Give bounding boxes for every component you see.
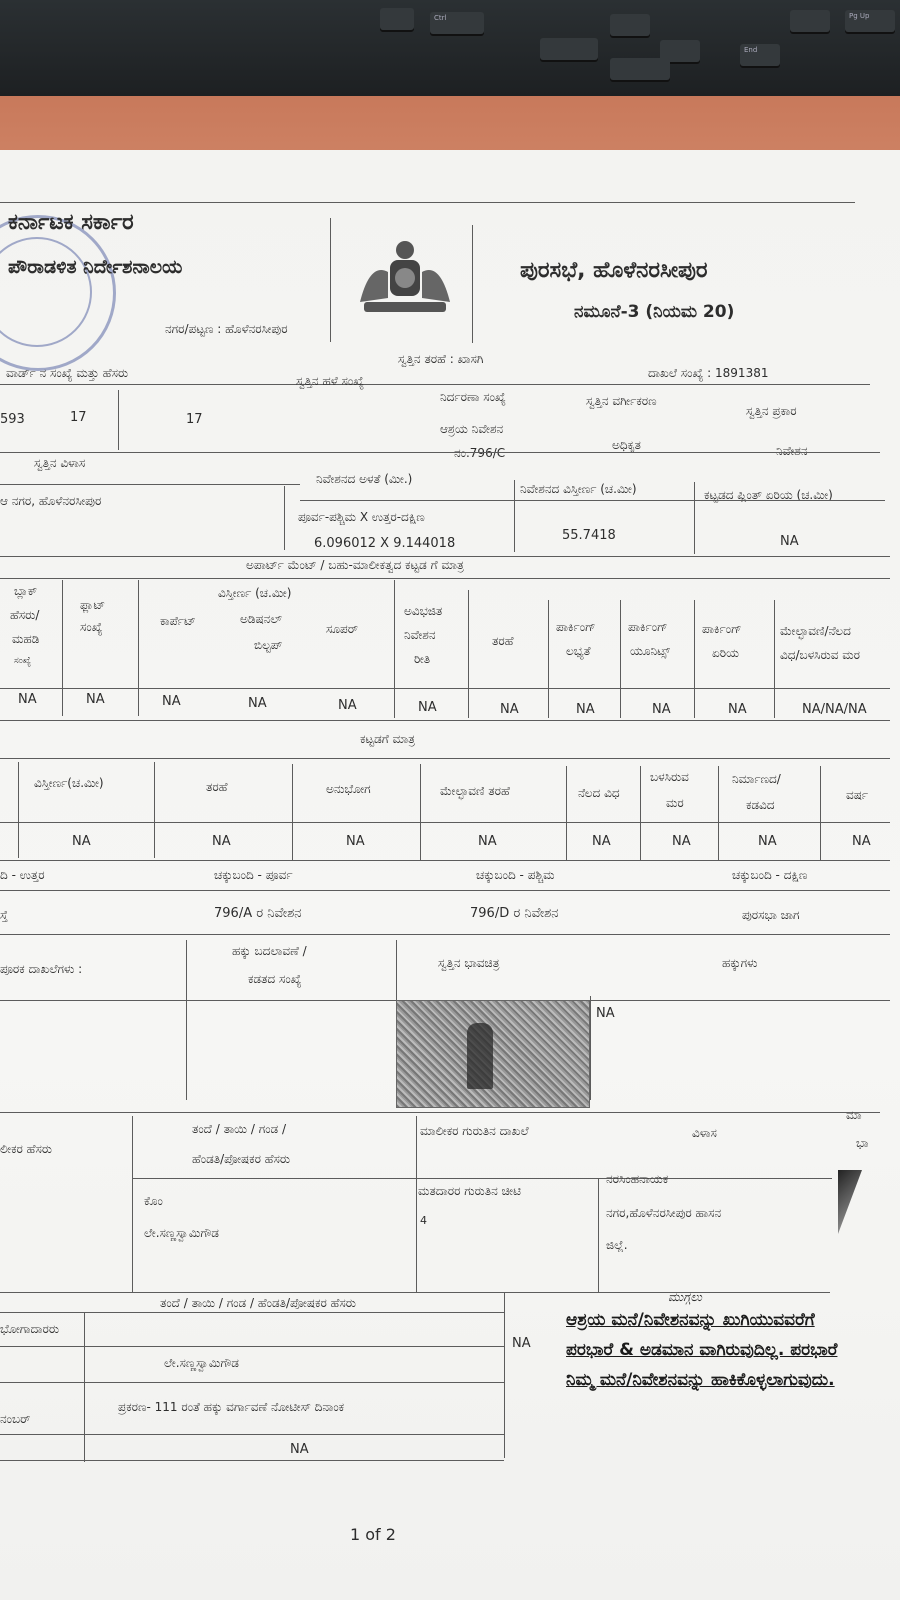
lessee-parent-name: ಲೇ.ಸಣ್ಣಸ್ವಾಮಿಗೌಡ <box>164 1356 239 1370</box>
property-kind-header: ಸ್ವತ್ತಿನ ಪ್ರಕಾರ <box>746 404 797 418</box>
entry-number-field: ದಾಖಲೆ ಸಂಖ್ಯೆ : 1891381 <box>648 366 769 380</box>
building-header: ಮೇಲ್ಛಾವಣಿ ತರಹೆ <box>440 784 510 798</box>
building-value: NA <box>72 834 91 849</box>
rule <box>0 1382 504 1383</box>
rule <box>820 766 821 860</box>
site-area-value: 55.7418 <box>562 528 616 543</box>
block-header-4: ಸಂಖ್ಯೆ <box>14 656 31 666</box>
rights-label: ಹಕ್ಕುಗಳು <box>722 956 758 970</box>
lessee-right-value: NA <box>512 1336 531 1351</box>
parking-area-header-2: ಏರಿಯ <box>712 646 739 660</box>
rule <box>330 218 331 342</box>
block-header-3: ಮಹಡಿ <box>12 632 40 646</box>
east-boundary-value: 796/A ರ ನಿವೇಶನ <box>214 906 302 921</box>
property-kind-value: ನಿವೇಶನ <box>776 444 808 458</box>
undivided-header-3: ರೀತಿ <box>414 652 431 666</box>
transfer-file-label-2: ಕಡತದ ಸಂಖ್ಯೆ <box>248 972 302 986</box>
block-header-1: ಬ್ಲಾಕ್ <box>14 584 38 598</box>
registration-value-line2: ನಂ.796/C <box>454 446 506 460</box>
building-header: ನೆಲದ ವಿಧ <box>578 786 620 800</box>
east-boundary-label: ಚಕ್ಕುಬಂದಿ - ಪೂರ್ವ <box>214 868 293 882</box>
keyboard-key <box>540 38 598 60</box>
keyboard-key-pgup: Pg Up <box>845 10 895 32</box>
rule <box>0 890 890 891</box>
rule <box>566 766 567 860</box>
state-emblem-icon <box>350 232 460 322</box>
apartment-value: NA <box>418 700 437 715</box>
classification-value: ಅಧಿಕೃತ <box>612 438 641 452</box>
rule <box>416 1116 417 1292</box>
rule <box>0 1312 504 1313</box>
carpet-header: ಕಾರ್ಪೆಟ್ <box>160 614 196 628</box>
site-dimensions-sub: ಪೂರ್ವ-ಪಶ್ಚಿಮ X ಉತ್ತರ-ದಕ್ಷಿಣ <box>298 510 425 524</box>
wood-header-1: ಬಳಸಿರುವ <box>650 770 689 784</box>
rule <box>0 822 890 823</box>
rule <box>284 486 285 550</box>
rule <box>0 934 890 935</box>
rule <box>62 580 63 716</box>
rule <box>0 1346 504 1347</box>
old-number-header: ಸ್ವತ್ತಿನ ಹಳೆ ಸಂಖ್ಯೆ <box>296 374 365 388</box>
apartment-value: NA <box>162 694 181 709</box>
rule <box>598 1178 599 1292</box>
rule <box>186 940 187 1100</box>
plinth-area-value: NA <box>780 534 799 549</box>
asraya-restriction-note: ಆಶ್ರಯ ಮನೆ/ನಿವೇಶನವನ್ನು ಖುಗಿಯುವವರೆಗೆ ಪರಭಾರೆ & ಅಡಮಾನ ವಾಗಿರುವುದಿಲ್ಲ. ಪರಭಾರೆ ನಿಮ್ಮ ಮನೆ/ನಿವೇಶನವನ್ನು ಹಾಕಿಕೊಳ್ಳಲಾಗುವುದು. <box>566 1310 838 1390</box>
keyboard-background <box>0 0 900 96</box>
municipality-title: ಪುರಸಭೆ, ಹೊಳೆನರಸೀಪುರ <box>520 258 708 283</box>
registration-value-line1: ಆಶ್ರಯ ನಿವೇಶನ <box>440 422 504 436</box>
rule <box>0 384 870 385</box>
rule <box>590 996 591 1100</box>
building-value: NA <box>672 834 691 849</box>
building-value: NA <box>346 834 365 849</box>
rule <box>468 590 469 718</box>
apartment-value: NA <box>576 702 595 717</box>
owner-edge-label-2: ಭಾ <box>856 1136 869 1150</box>
type-header: ತರಹೆ <box>492 634 514 648</box>
lessee-parent-header: ತಂದೆ / ತಾಯಿ / ಗಂಡ / ಹೆಂಡತಿ/ಪೋಷಕರ ಹೆಸರು <box>160 1296 356 1310</box>
apartment-value: NA <box>18 692 37 707</box>
rule <box>0 1292 830 1293</box>
building-value: NA <box>478 834 497 849</box>
voter-id-label: ಮತದಾರರ ಗುರುತಿನ ಚೀಟಿ <box>418 1184 521 1198</box>
handwritten-note: ಮುಗ್ಗಲು <box>668 1290 702 1304</box>
building-value: NA <box>852 834 871 849</box>
built-header-2: ಕಡವಿದ <box>746 798 775 812</box>
site-area-label: ನಿವೇಶನದ ವಿಸ್ತೀರ್ಣ (ಚ.ಮೀ) <box>520 482 637 496</box>
owner-relation: ಕೊಂ <box>144 1194 163 1208</box>
north-boundary-label: ದಿ - ಉತ್ತರ <box>0 868 45 882</box>
rule <box>396 940 397 1000</box>
area-header: ವಿಸ್ತೀರ್ಣ (ಚ.ಮೀ) <box>218 586 292 600</box>
transfer-notice-label: ಪ್ರಕರಣ- 111 ರಂತೆ ಹಕ್ಕು ವರ್ಗಾವಣೆ ನೋಟೀಸ್ ದಿನಾಂಕ <box>118 1400 345 1414</box>
ward-number-value: 17 <box>70 410 87 425</box>
classification-header: ಸ್ವತ್ತಿನ ವರ್ಗೀಕರಣ <box>586 394 657 408</box>
supporting-docs-label: ಪೂರಕ ದಾಖಲೆಗಳು : <box>0 962 83 976</box>
keyboard-key-ctrl: Ctrl <box>430 12 484 34</box>
roof-header-1: ಮೇಲ್ಛಾವಣಿ/ನೆಲದ <box>780 624 851 638</box>
parking-units-header-2: ಯೂನಿಟ್ಸ್ <box>630 644 671 658</box>
keyboard-key <box>790 10 830 32</box>
rule <box>620 600 621 718</box>
owner-name-label: ಲೀಕರ ಹೆಸರು <box>0 1142 52 1156</box>
site-dimensions-label: ನಿವೇಶನದ ಅಳತೆ (ಮೀ.) <box>316 472 413 486</box>
rule <box>0 860 890 861</box>
apartment-section-title: ಅಪಾರ್ಟ್ ಮೆಂಟ್ / ಬಹು-ಮಾಲೀಕತ್ವದ ಕಟ್ಟಡ ಗೆ ಮಾತ್ರ <box>246 558 464 572</box>
owner-address-line2: ನಗರ,ಹೊಳೆನರಸೀಪುರ ಹಾಸನ <box>606 1206 722 1220</box>
keyboard-key-end: End <box>740 44 780 66</box>
rule <box>138 580 139 716</box>
building-value: NA <box>592 834 611 849</box>
site-dimensions-value: 6.096012 X 9.144018 <box>314 536 456 551</box>
undivided-header-2: ನಿವೇಶನ <box>404 628 436 642</box>
south-boundary-value: ಪುರಸಭಾ ಜಾಗ <box>742 908 800 922</box>
wood-header-2: ಮರ <box>666 796 684 810</box>
rule <box>154 762 155 858</box>
old-number-value: 17 <box>186 412 203 427</box>
owner-address-label: ವಿಳಾಸ <box>692 1126 717 1140</box>
building-value: NA <box>758 834 777 849</box>
photo-figure <box>467 1023 493 1089</box>
form-number: ನಮೂನೆ-3 (ನಿಯಮ 20) <box>574 302 735 322</box>
ward-partial-value: 593 <box>0 412 25 427</box>
super-header: ಸೂಪರ್ <box>326 622 358 636</box>
rule <box>0 578 890 579</box>
rule <box>774 600 775 718</box>
building-section-title: ಕಟ್ಟಡಗೆ ಮಾತ್ರ <box>360 732 416 746</box>
parking-availability-header-2: ಲಭ್ಯತೆ <box>566 644 591 658</box>
rule <box>18 762 19 858</box>
rule <box>84 1312 85 1462</box>
parking-units-header-1: ಪಾರ್ಕಿಂಗ್ <box>628 620 668 634</box>
apartment-value: NA <box>248 696 267 711</box>
built-header-1: ನಿರ್ಮಾಣದ/ <box>732 772 781 786</box>
building-header: ತರಹೆ <box>206 780 228 794</box>
rule <box>394 580 395 718</box>
rule <box>548 600 549 718</box>
transfer-file-label-1: ಹಕ್ಕು ಬದಲಾವಣೆ / <box>232 944 307 958</box>
keyboard-key <box>610 58 670 80</box>
city-field: ನಗರ/ಪಟ್ಟಣ : ಹೊಳೆನರಸೀಪುರ <box>165 322 288 336</box>
year-header: ವರ್ಷ <box>846 788 869 802</box>
building-value: NA <box>212 834 231 849</box>
owner-parent-label-2: ಹೆಂಡತಿ/ಪೋಷಕರ ಹೆಸರು <box>192 1152 291 1166</box>
ward-header: ವಾರ್ಡ್ ನ ಸಂಖ್ಯೆ ಮತ್ತು ಹೆಸರು <box>6 366 129 380</box>
parking-availability-header-1: ಪಾರ್ಕಿಂಗ್ <box>556 620 596 634</box>
govt-title: ಕರ್ನಾಟಕ ಸರ್ಕಾರ <box>8 210 134 235</box>
property-photo-label: ಸ್ವತ್ತಿನ ಭಾವಚಿತ್ರ <box>438 956 500 970</box>
apartment-value: NA <box>338 698 357 713</box>
page-number: 1 of 2 <box>350 1525 396 1544</box>
building-header: ಅನುಭೋಗ <box>326 782 371 796</box>
rule <box>0 202 855 203</box>
apartment-value: NA <box>652 702 671 717</box>
rule <box>694 482 695 554</box>
keyboard-key <box>380 8 414 30</box>
address-label: ಸ್ವತ್ತಿನ ವಿಳಾಸ <box>34 456 86 470</box>
property-type-field: ಸ್ವತ್ತಿನ ತರಹೆ : ಖಾಸಗಿ <box>398 352 484 366</box>
owner-id-doc-label: ಮಾಲೀಕರ ಗುರುತಿನ ದಾಖಲೆ <box>420 1124 529 1138</box>
apartment-value: NA/NA/NA <box>802 702 867 717</box>
registration-number-header: ನಿರ್ದರಣಾ ಸಂಖ್ಯೆ <box>440 390 506 404</box>
rule <box>292 764 293 860</box>
north-boundary-value: ಸ್ತೆ <box>0 908 8 922</box>
rule <box>300 500 885 501</box>
rule <box>0 484 300 485</box>
west-boundary-label: ಚಕ್ಕುಬಂದಿ - ಪಶ್ಚಿಮ <box>476 868 555 882</box>
flat-header-2: ಸಂಖ್ಯೆ <box>80 620 103 634</box>
rule <box>0 452 880 453</box>
west-boundary-value: 796/D ರ ನಿವೇಶನ <box>470 906 559 921</box>
additional-header-1: ಅಡಿಷನಲ್ <box>240 612 282 626</box>
additional-header-2: ಬಿಲ್ಟಪ್ <box>254 638 283 652</box>
owner-parent-label-1: ತಂದೆ / ತಾಯಿ / ಗಂಡ / <box>192 1122 287 1136</box>
lessee-number-label: ನಂಬರ್ <box>0 1412 31 1426</box>
rule <box>0 720 890 721</box>
owner-address-line3: ಜಿಲ್ಲೆ. <box>606 1238 628 1252</box>
rule <box>718 766 719 860</box>
directorate-title: ಪೌರಾಡಳಿತ ನಿರ್ದೇಶನಾಲಯ <box>8 256 183 278</box>
rule <box>132 1178 832 1179</box>
rule <box>420 764 421 860</box>
undivided-header-1: ಅವಿಭಜಿತ <box>404 604 443 618</box>
flat-header-1: ಫ್ಲಾಟ್ <box>80 598 106 612</box>
plinth-area-label: ಕಟ್ಟಡದ ಪ್ಲಿಂತ್ ಏರಿಯ (ಚ.ಮೀ) <box>704 488 833 502</box>
block-header-2: ಹೆಸರು/ <box>10 608 40 622</box>
rule <box>0 758 890 759</box>
transfer-notice-value: NA <box>290 1442 309 1457</box>
rule <box>132 1116 133 1292</box>
rule <box>0 1112 880 1113</box>
rule <box>472 225 473 343</box>
keyboard-key <box>610 14 650 36</box>
owner-edge-label-1: ಮಾ <box>846 1108 862 1122</box>
rule <box>0 688 890 689</box>
apartment-value: NA <box>500 702 519 717</box>
parking-area-header-1: ಪಾರ್ಕಿಂಗ್ <box>702 622 742 636</box>
rule <box>0 1434 504 1435</box>
voter-id-value: 4 <box>420 1214 427 1227</box>
rights-value: NA <box>596 1006 615 1021</box>
owner-address-line1: ನರಸಿಂಹನಾಯಕ <box>606 1172 669 1186</box>
owner-parent-name: ಲೇ.ಸಣ್ಣಸ್ವಾಮಿಗೌಡ <box>144 1226 219 1240</box>
apartment-value: NA <box>728 702 747 717</box>
building-header: ವಿಸ್ತೀರ್ಣ(ಚ.ಮೀ) <box>34 776 104 790</box>
rule <box>640 766 641 860</box>
rule <box>514 480 515 552</box>
rule <box>504 1292 505 1458</box>
rule <box>0 556 890 557</box>
apartment-value: NA <box>86 692 105 707</box>
south-boundary-label: ಚಕ್ಕುಬಂದಿ - ದಕ್ಷಿಣ <box>732 868 808 882</box>
rule <box>118 390 119 450</box>
lessee-label: ಭೋಗಾದಾರರು <box>0 1322 60 1336</box>
property-photo <box>396 1000 590 1108</box>
rule <box>0 1460 504 1461</box>
rule <box>694 600 695 718</box>
roof-header-2: ವಿಧ/ಬಳಸಿರುವ ಮರ <box>780 648 860 662</box>
address-value: ಆ ನಗರ, ಹೊಳೆನರಸೀಪುರ <box>0 494 102 508</box>
